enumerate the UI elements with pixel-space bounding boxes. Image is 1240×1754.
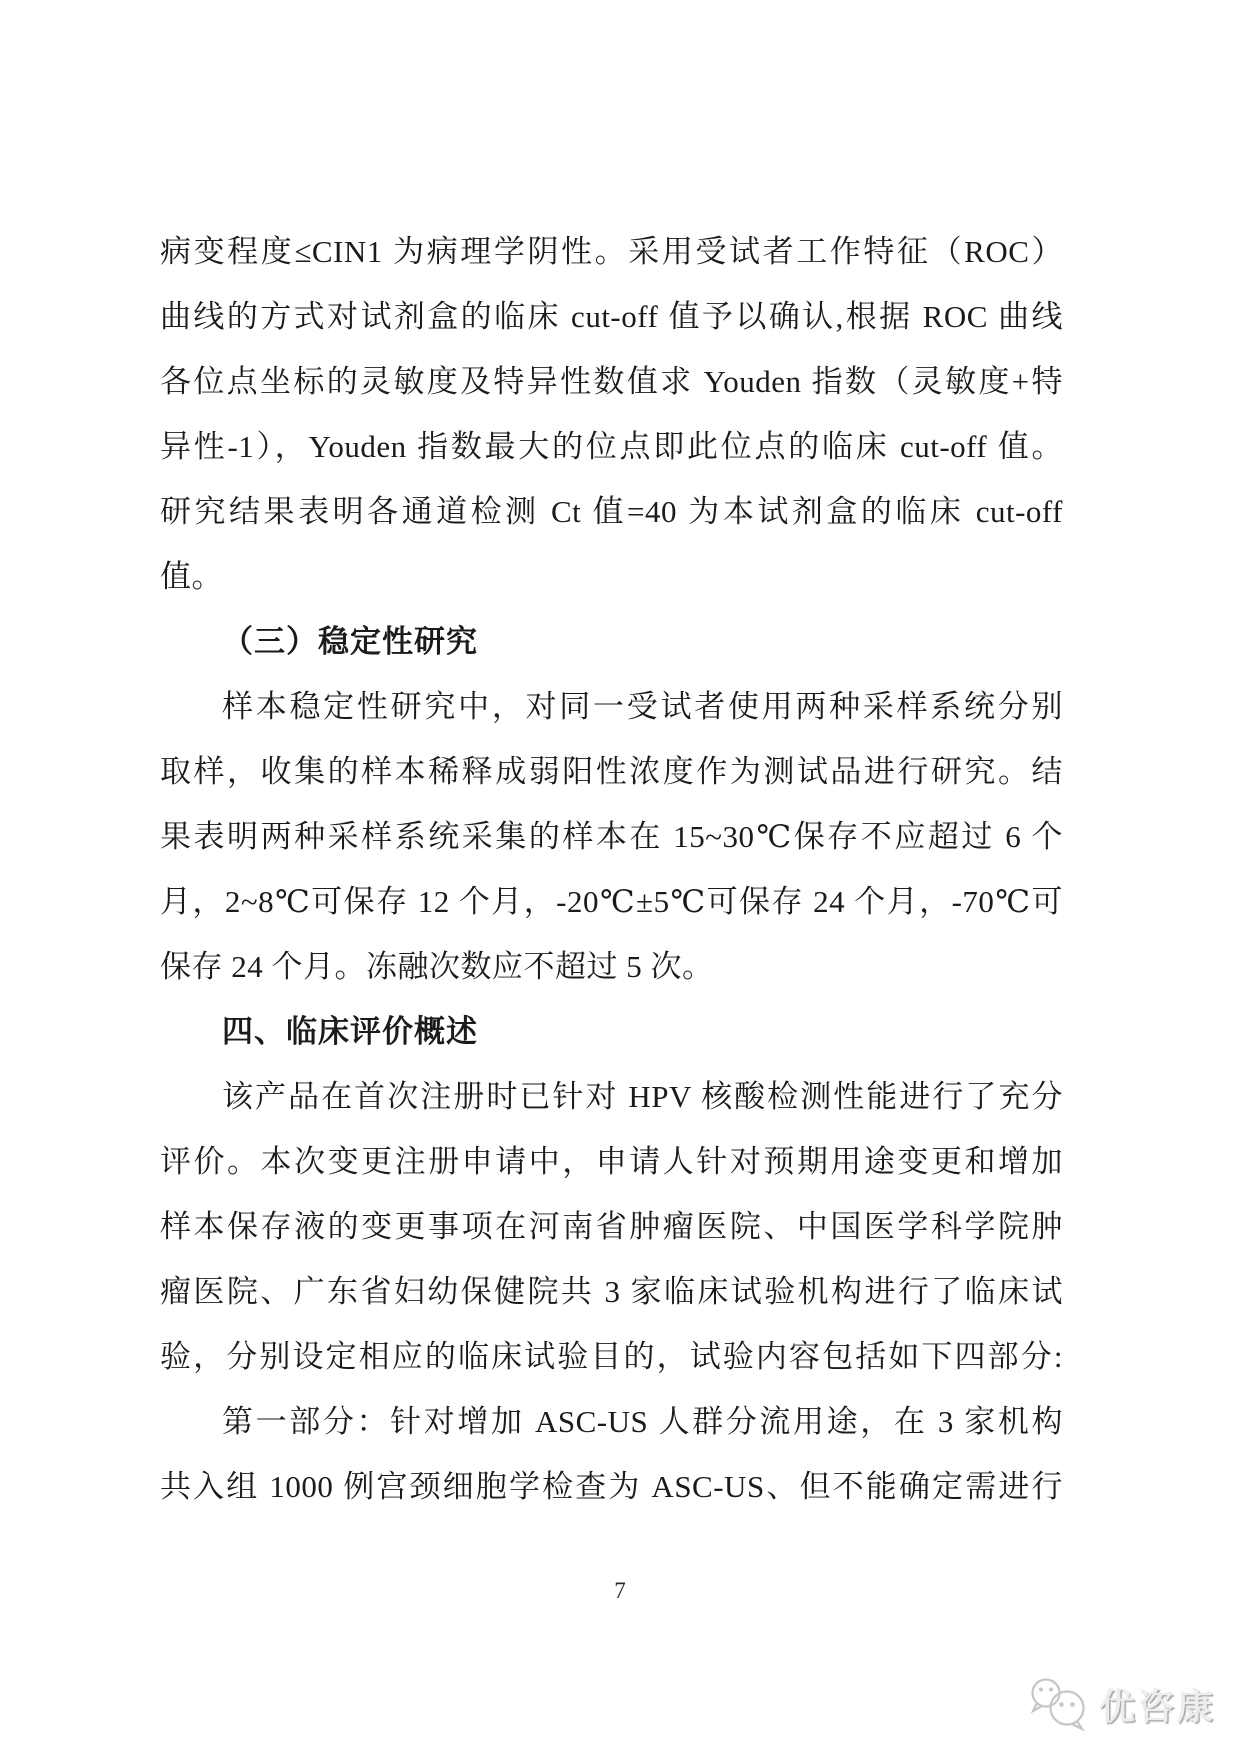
document-line: 瘤医院、广东省妇幼保健院共 3 家临床试验机构进行了临床试 — [160, 1274, 1063, 1309]
document-line: 样本保存液的变更事项在河南省肿瘤医院、中国医学科学院肿 — [160, 1209, 1063, 1244]
document-line: 研究结果表明各通道检测 Ct 值=40 为本试剂盒的临床 cut-off — [160, 494, 1063, 529]
document-line: 值。 — [160, 559, 223, 594]
document-line: 保存 24 个月。冻融次数应不超过 5 次。 — [160, 949, 714, 984]
section-heading-stability: （三）稳定性研究 — [222, 624, 478, 659]
document-line: 共入组 1000 例宫颈细胞学检查为 ASC-US、但不能确定需进行 — [160, 1469, 1063, 1504]
document-line: 病变程度≤CIN1 为病理学阴性。采用受试者工作特征（ROC） — [160, 234, 1063, 269]
wechat-icon — [1025, 1676, 1091, 1732]
document-text-block — [160, 219, 1063, 1519]
page-number: 7 — [614, 1578, 626, 1603]
document-line: 样本稳定性研究中，对同一受试者使用两种采样系统分别 — [222, 689, 1063, 724]
watermark — [1025, 1676, 1216, 1732]
document-line: 该产品在首次注册时已针对 HPV 核酸检测性能进行了充分 — [222, 1079, 1063, 1114]
watermark-text: 优咨康 — [1098, 1685, 1216, 1727]
document-line: 第一部分：针对增加 ASC-US 人群分流用途，在 3 家机构 — [222, 1404, 1063, 1439]
document-line: 评价。本次变更注册申请中，申请人针对预期用途变更和增加 — [160, 1144, 1063, 1179]
document-line: 取样，收集的样本稀释成弱阳性浓度作为测试品进行研究。结 — [160, 754, 1063, 789]
document-line: 曲线的方式对试剂盒的临床 cut-off 值予以确认,根据 ROC 曲线 — [160, 299, 1063, 334]
section-heading-clinical: 四、临床评价概述 — [222, 1014, 478, 1049]
document-line: 异性-1），Youden 指数最大的位点即此位点的临床 cut-off 值。 — [160, 429, 1063, 464]
document-line: 验，分别设定相应的临床试验目的，试验内容包括如下四部分: — [160, 1339, 1063, 1374]
document-line: 月，2~8℃可保存 12 个月，-20℃±5℃可保存 24 个月，-70℃可 — [160, 884, 1063, 919]
document-line: 各位点坐标的灵敏度及特异性数值求 Youden 指数（灵敏度+特 — [160, 364, 1063, 399]
document-line: 果表明两种采样系统采集的样本在 15~30℃保存不应超过 6 个 — [160, 819, 1063, 854]
